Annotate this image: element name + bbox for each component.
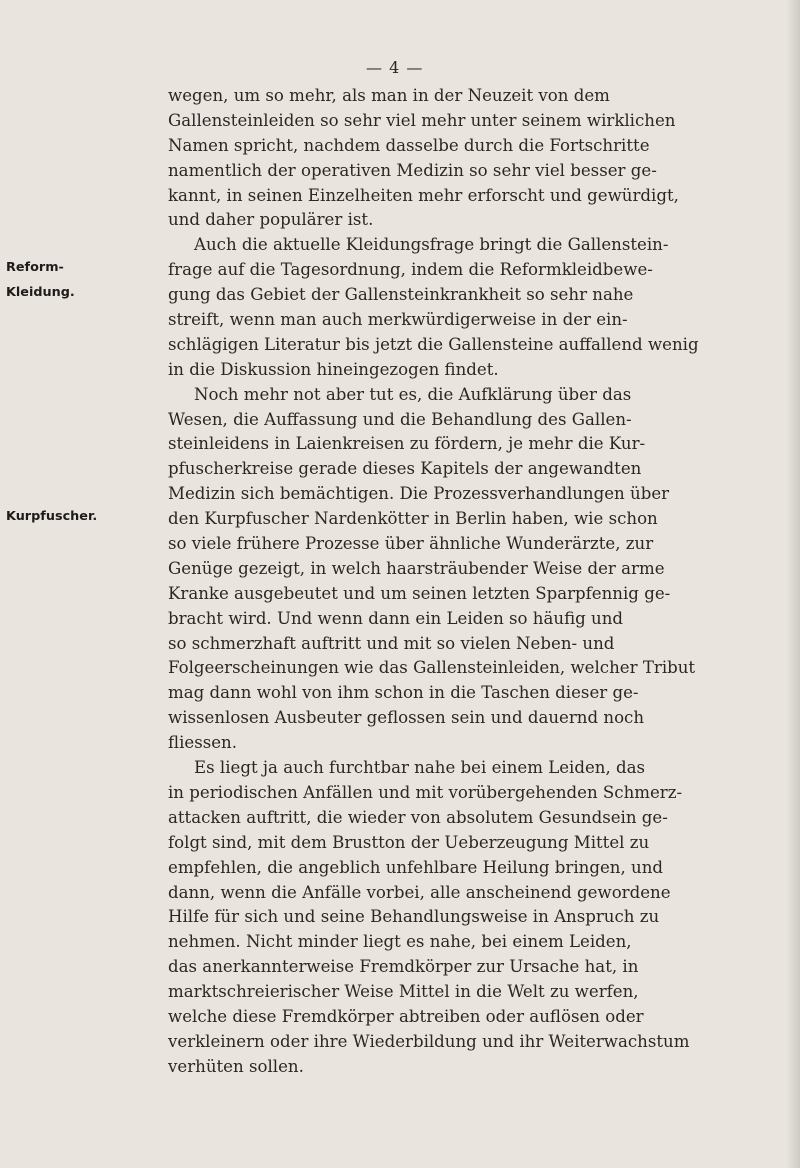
text-line: Hilfe für sich und seine Behandlungsweise in Anspruch zu xyxy=(168,907,660,927)
text-line: dann, wenn die Anfälle vorbei, alle anscheinend gewordene xyxy=(168,882,671,902)
text-line: nehmen. Nicht minder liegt es nahe, bei einem Leiden, xyxy=(168,932,632,952)
margin-note-reform: Reform- xyxy=(6,260,64,275)
text-line: Genüge gezeigt, in welch haarsträubender Weise der arme xyxy=(168,558,665,578)
text-line: so viele frühere Prozesse über ähnliche Wunderärzte, zur xyxy=(168,534,654,554)
text-line: folgt sind, mit dem Brustton der Ueberzeugung Mittel zu xyxy=(168,832,650,852)
text-line: pfuscherkreise gerade dieses Kapitels der angewandten xyxy=(168,459,642,479)
text-line: Wesen, die Auffassung und die Behandlung des Gallen- xyxy=(168,409,632,429)
text-line: den Kurpfuscher Nardenkötter in Berlin haben, wie schon xyxy=(168,509,658,529)
text-line: mag dann wohl von ihm schon in die Taschen dieser ge- xyxy=(168,683,639,703)
text-line: in periodischen Anfällen und mit vorübergehenden Schmerz- xyxy=(168,782,683,802)
text-line: Folgeerscheinungen wie das Gallensteinleiden, welcher Tribut xyxy=(168,658,696,678)
text-line: so schmerzhaft auftritt und mit so vielen Neben- und xyxy=(168,633,615,653)
text-line: streift, wenn man auch merkwürdigerweise in der ein- xyxy=(168,310,628,330)
text-line: namentlich der operativen Medizin so sehr viel besser ge- xyxy=(168,160,657,180)
text-line: wissenlosen Ausbeuter geflossen sein und dauernd noch xyxy=(168,708,645,728)
text-line: frage auf die Tagesordnung, indem die Reformkleidbewe- xyxy=(168,260,653,280)
text-line: schlägigen Literatur bis jetzt die Gallensteine auffallend wenig xyxy=(168,334,699,354)
text-line: empfehlen, die angeblich unfehlbare Heilung bringen, und xyxy=(168,857,664,877)
text-line: das anerkannterweise Fremdkörper zur Ursache hat, in xyxy=(168,957,639,977)
page-edge-shadow xyxy=(786,0,800,1168)
text-line: Medizin sich bemächtigen. Die Prozessverhandlungen über xyxy=(168,484,670,504)
text-line: und daher populärer ist. xyxy=(168,210,374,230)
text-line: wegen, um so mehr, als man in der Neuzeit von dem xyxy=(168,86,610,105)
text-line: attacken auftritt, die wieder von absolutem Gesundsein ge- xyxy=(168,807,668,827)
text-line: kannt, in seinen Einzelheiten mehr erforscht und gewürdigt, xyxy=(168,185,679,205)
text-line: verkleinern oder ihre Wiederbildung und ihr Weiterwachstum xyxy=(168,1031,690,1051)
text-line: verhüten sollen. xyxy=(168,1056,304,1076)
body-text xyxy=(168,84,788,1080)
paragraph-start-line: Es liegt ja auch furchtbar nahe bei einem Leiden, das xyxy=(194,758,646,778)
text-line: steinleidens in Laienkreisen zu fördern, je mehr die Kur- xyxy=(168,434,646,454)
text-line: Kranke ausgebeutet und um seinen letzten Sparpfennig ge- xyxy=(168,583,671,603)
text-line: Namen spricht, nachdem dasselbe durch die Fortschritte xyxy=(168,135,650,155)
text-line: marktschreierischer Weise Mittel in die Welt zu werfen, xyxy=(168,982,639,1002)
text-line: Gallensteinleiden so sehr viel mehr unter seinem wirklichen xyxy=(168,110,676,130)
text-line: bracht wird. Und wenn dann ein Leiden so häufig und xyxy=(168,608,624,628)
paragraph-start-line: Auch die aktuelle Kleidungsfrage bringt die Gallenstein- xyxy=(194,235,669,255)
margin-note-kurpfuscher: Kurpfuscher. xyxy=(6,509,98,524)
text-line: welche diese Fremdkörper abtreiben oder auflösen oder xyxy=(168,1006,644,1026)
text-line: fliessen. xyxy=(168,733,238,753)
text-line: gung das Gebiet der Gallensteinkrankheit so sehr nahe xyxy=(168,285,634,305)
margin-note-kleidung: Kleidung. xyxy=(6,285,75,300)
page-number: — 4 — xyxy=(366,58,424,77)
paragraph-start-line: Noch mehr not aber tut es, die Aufklärung über das xyxy=(194,384,632,404)
text-line: in die Diskussion hineingezogen findet. xyxy=(168,359,499,379)
